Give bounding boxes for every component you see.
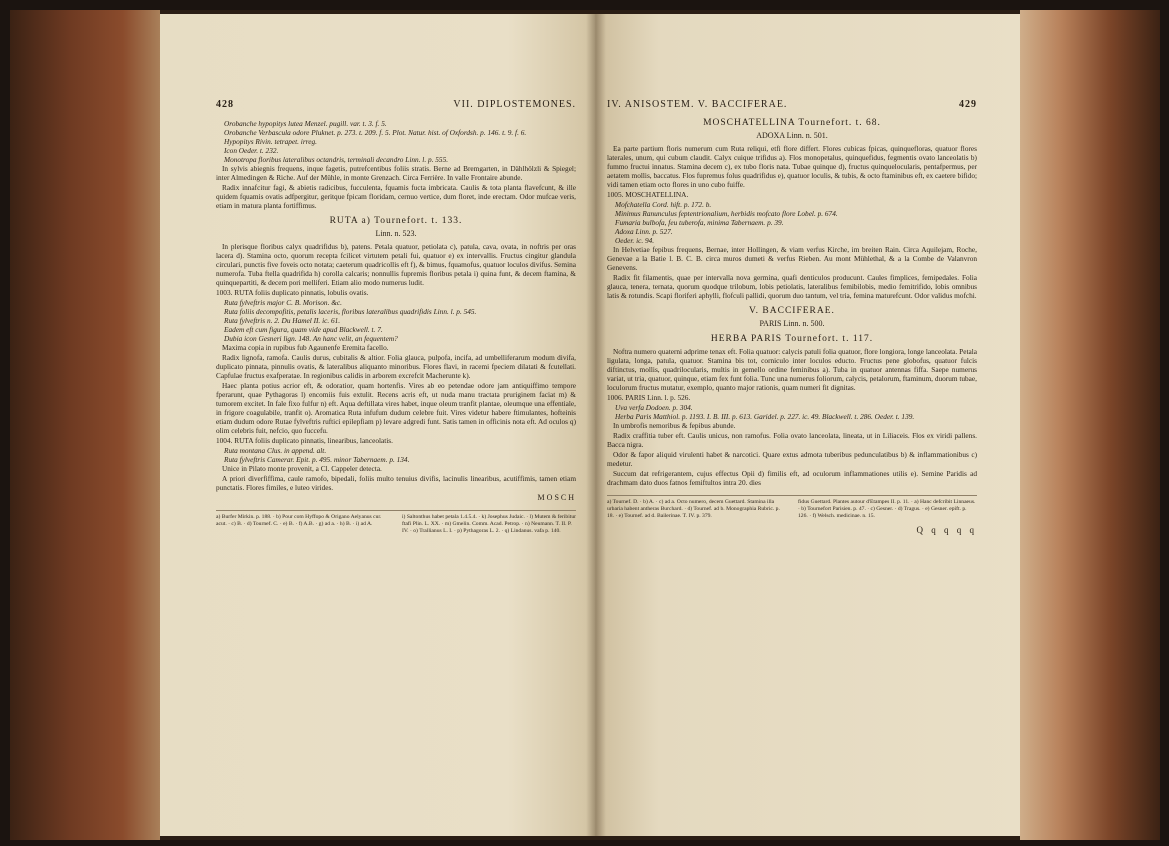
genus-subheading: Linn. n. 523. — [375, 229, 417, 238]
synonym-line: Ruta fylveftris major C. B. Morison. &c. — [224, 298, 342, 307]
left-page-content — [216, 100, 576, 535]
synonym-line: Herba Paris Matthiol. p. 1193. I. B. III. p. 613. Garidel. p. 227. ic. 49. Blackwell. t. 286. Oeder. t. 139. — [615, 412, 915, 421]
synonym-line: Orobanche hypopitys lutea Menzel. pugill. var. t. 3. f. 5. — [224, 119, 387, 128]
habitat-paragraph: Unice in Pilato monte provenit, a Cl. Cappeler detecta. — [222, 464, 382, 473]
habitat-paragraph: In Helvetiae fepibus frequens, Bernae, inter Hollingen, & viam verfus Kirche, im breiten Rain. Circa Aquilejam, Roche, Genevae a la Batie l. B. C. B. circa muros dumeti & verfus Rieben. Au mont Mühlethal, & a la Combe de Valanvron Genevens. — [607, 245, 977, 272]
genus-subheading: ADOXA Linn. n. 501. — [756, 131, 828, 140]
right-running-title: IV. ANISOSTEM. V. BACCIFERAE. — [607, 99, 788, 110]
synonym-line: Monotropa floribus lateralibus octandris, terminali decandro Linn. l. p. 555. — [224, 155, 449, 164]
description-paragraph: Radix innafcitur fagi, & abietis radicibus, fucculenta, fquamis fucta imbricata. Caulis & tota planta flavefcunt, & ille quidem fquamis ovatis adfpergitur, geritque fpicam floridam, cernuo vertice, dum floret, inde erectam. Odor mufcae veris, etiam in matura planta fortiffimus. — [216, 183, 576, 210]
synonym-line: Oeder. ic. 94. — [615, 236, 655, 245]
synonym-line: Mofchatella Cord. hift. p. 172. b. — [615, 200, 712, 209]
synonym-line: Ruta fylveftris n. 2. Du Hamel II. ic. 61. — [224, 316, 341, 325]
class-heading-bacciferae: V. BACCIFERAE. — [749, 306, 835, 316]
synonym-line: Ruta foliis decompofitis, petalis laceris, floribus lateralibus quadrifidis Linn. l. p. 545. — [224, 307, 477, 316]
synonym-line: Ruta fylveftris Camerar. Epit. p. 495. minor Tabernaem. p. 134. — [224, 455, 410, 464]
uses-paragraph: Haec planta potius acrior eft, & odoratior, quam hortenfis. Vires ab eo petendae odore jam antiquiffimo tempore fperarunt, quae Pythagoras l) encomiis fuis extulit. Recens acris eft, ut nuda manu tractata pruriginem faciat m) & tumorem excitet. In fale fixo fulfur n) eft. Aqua deftillata vires habet, inque oleum tranfit plantae, oleumque una effentiale, in frigore coagulabile, tranfit o). Aromatica Ruta infufum dudum celebre fuit. Vires videtur habere ftimulantes, hofteinis etiam dudum odore Rutae fylveftris ruftici epilepfiam p) levare adgredi funt. Satis tamen in officinis nota eft. Ad oculos q) olim celebris fuit, nefcio, quo fuccefu. — [216, 381, 576, 435]
entry-heading-1006: 1006. PARIS Linn. l. p. 526. — [607, 393, 691, 402]
right-page — [595, 14, 1020, 836]
right-running-head — [607, 100, 977, 109]
footnote-column: fidus Guettard. Plantes autour d'Etampes II. p. 11. · a) Hanc defcribit Linnaeus. · b) Tournefort Parisien. p. 47. · c) Gesner. · d) Tragus. · e) Gesner. epift. p. 126. · f) Welsch. medicinae. n. 15. — [798, 499, 976, 519]
right-page-content — [607, 100, 977, 535]
printer-signature: Q q q q q — [916, 525, 977, 535]
description-paragraph: Radix fit filamentis, quae per intervalla nova germina, quafi denticulos producunt. Caules fimplices, femipedales. Folia glauca, tenera, ternata, quorum quodque trilobum, lobis petiolatis, lateralibus femibilobis, medio femitrifido, lobis omnibus latis & rotundis. Scapi floriferi aphylli, flofculi pallidi, quorum duo tantum, vel tria, femina maturefcunt. Odor validus mofchi. — [607, 273, 977, 300]
entry-heading-1004: 1004. RUTA foliis duplicato pinnatis, linearibus, lanceolatis. — [216, 436, 393, 445]
left-running-title: VII. DIPLOSTEMONES. — [453, 99, 576, 110]
uses-paragraph: Succum dat refrigerantem, cujus effectus Opii d) fimilis eft, ad oculorum inflammationes utilis e). Semine Paridis ad drachmam dato duos fatnos femiftultos intra 20. dies — [607, 469, 977, 487]
footnotes — [216, 510, 576, 535]
synonym-line: Eadem eft cum figura, quam vide apud Blackwell. t. 7. — [224, 325, 383, 334]
footnote-column: a) Tournef. D. · b) A. · c) ad a. Octo numero, decem Guettard. Stamina illa urbaria habent antheras Burchard. · d) Tournef. ad b. Monographia Rubric. p. 18. · e) Tournef. ad d. Bailerinae. T. IV. p. 379. — [607, 499, 780, 519]
genus-heading-moschatellina: MOSCHATELLINA Tournefort. t. 68. — [703, 118, 881, 128]
uses-paragraph: Odor & fapor aliquid virulenti habet & narcotici. Quare extus admota tuberibus pedunculatibus b) & inflammationibus c) medetur. — [607, 450, 977, 468]
book-fore-edge-left — [10, 10, 160, 840]
description-paragraph: Radix lignofa, ramofa. Caulis durus, cubitalis & altior. Folia glauca, pulpofa, incifa, ad umbelliferarum modum divifa, duplicato pinnata, pinnulis ovatis, & lateralibus aliquanto minoribus. Flores flavi, in racemi fpeciem dilatati & fcutellati. Capfulae fructus exafperatae. In regionibus calidis in arborem excrefcit Macherunte k). — [216, 353, 576, 380]
genus-description: In plerisque floribus calyx quadrifidus b), patens. Petala quatuor, petiolata c), patula, cava, ovata, in noftris per oras lacera d). Stamina octo, quorum recepta fcilicet virtutem petali fui, quatuor e) ex intervallis. Fructus cingitur glandula circulari, punctis five foveis octo notata; caeterum quadricollis eft f), & bimus, fquamofus, quatuor loculos divifus. Semina numerofa. Tuba ftella quadrifida h) corolla calcaris; nonnullis fupremis floribus petala i) quina funt, & decem ftamina, & quinquepartiti, & decem pori melliferi. Etiam alio modo numerus ludit. — [216, 242, 576, 287]
description-paragraph: Radix craffitia tuber eft. Caulis unicus, non ramofus. Folia ovato lanceolata, lineata, ut in Liliaceis. Flos ex viridi pallens. Bacca nigra. — [607, 431, 977, 449]
synonym-line: Ruta montana Clus. in append. alt. — [224, 446, 327, 455]
footnote-column: a) Burfer Mirkin. p. 188. · b) Pour com Hyffopo & Origano Aelyanus cur. acut. · c) B. · d) Tournef. C. · e) B. · f) A.B. · g) ad a. · h) B. · i) ad A. — [216, 514, 382, 527]
catchword: MOSCH — [537, 493, 576, 502]
synonym-line: Orobanche Verbascula odore Pluknet. p. 273. t. 209. f. 5. Plot. Natur. hist. of Oxfordsh. p. 146. t. 9. f. 6. — [224, 128, 527, 137]
habitat-paragraph: In umbrofis nemoribus & fepibus abunde. — [613, 421, 736, 430]
open-book — [10, 10, 1160, 840]
book-fore-edge-right — [1020, 10, 1160, 840]
left-page — [160, 14, 595, 836]
synonym-line: Minimus Ranunculus feptentrionalium, herbidis mofcato flore Lobel. p. 674. — [615, 209, 838, 218]
entry-heading-1003: 1003. RUTA foliis duplicato pinnatis, lobulis ovatis. — [216, 288, 369, 297]
habitat-paragraph: In sylvis abiegnis frequens, inque fagetis, putrefcentibus foliis stratis. Berne ad Bremgarten, in Dählhölzli & Spiegel; inter Almedingen & Riche. Auf der Mühle, in monte Grenzach. Circa Ferrière. In valle Frontaire abunde. — [216, 164, 576, 182]
genus-heading-ruta: RUTA a) Tournefort. t. 133. — [329, 216, 463, 226]
synonym-line: Hypopitys Rivin. tetrapet. irreg. — [224, 137, 317, 146]
habitat-paragraph: Maxima copia in rupibus fub Agaunenfe Eremita facello. — [222, 343, 389, 352]
left-running-head — [216, 100, 576, 109]
synonym-line: Dubia icon Gesneri lign. 148. An hanc velit, an fequentem? — [224, 334, 398, 343]
synonym-line: Icon Oeder. t. 232. — [224, 146, 279, 155]
synonym-line: Fumaria bulbofa, feu tuberofa, minima Tabernaem. p. 39. — [615, 218, 784, 227]
footnotes — [607, 495, 977, 520]
synonym-line: Uva verfa Dodoen. p. 304. — [615, 403, 693, 412]
right-page-number: 429 — [959, 99, 977, 110]
footnote-column: i) Saltonthus habet petala 1.4.5.4. · k) Josephus Judaic. · l) Mutem & feribitur ftafi Plin. L. XX. · m) Gmelin. Comm. Acad. Petrop. · n) Neumann. T. II. P. IV. · o) Trallianus L. I. · p) Pythagoras L. 2. · q) Lindanus. vafa p. 140. — [402, 514, 576, 534]
genus-description: Noftra numero quaterni adprime tenax eft. Folia quatuor: calycis patuli folia quatuor, flore longiora, longe lanceolata. Petala ligulata, longa, patula, quatuor. Stamina bis tot, corniculo inter loculos educto. Fructus pene globofus, quatuor fulcis diftinctus, mollis, quadrilocularis, multis in gemello ordine feminibus a). Tuba in quatuor antennas fiffa. Saepe numerus variat, ut tria, quatuor, quinque, etiam fex funt folia. Tunc una numerus foliorum, calycis, petalorum, ftaminum, duorum tubae, loculorum fructus mutatur, exemplo, quanto major rationis, quam numeri fit dignitas. — [607, 347, 977, 392]
book-gutter — [586, 14, 606, 836]
entry-heading-1005: 1005. MOSCHATELLINA. — [607, 190, 689, 199]
genus-description: Ea parte partium floris numerum cum Ruta reliqui, etfi flore differt. Flores cubicas fpicas, quinquefloras, quatuor flores laterales, unum, qui cubum claudit. Calyx cuique trifidus a). Flos monopetalus, quinquefidus, fegmentis ovato lanceolatis b) fummo fructui innatus. Stamina decem c), ex tubo floris nata. Tubae quinque d), fructus quinquelocularis, pentafpermus, per aetatem mollis, baccatus. Flos fupremus folus quadrifidus e), quatuor loculis, & tubis, & octo ftaminibus eft, ex caetere bifido; vidi tamen etiam octo flores in uno cubo fuiffe. — [607, 144, 977, 189]
left-page-number: 428 — [216, 99, 234, 110]
synonym-line: Adoxa Linn. p. 527. — [615, 227, 673, 236]
description-paragraph: A priori diverfiffima, caule ramofo, bipedali, foliis multo tenuius divifis, lacinulis linearibus, acutiffimis, tamen etiam punctatis. Flores fimiles, e luteo virides. — [216, 474, 576, 492]
genus-heading-herba-paris: HERBA PARIS Tournefort. t. 117. — [710, 334, 874, 344]
genus-subheading: PARIS Linn. n. 500. — [759, 319, 825, 328]
